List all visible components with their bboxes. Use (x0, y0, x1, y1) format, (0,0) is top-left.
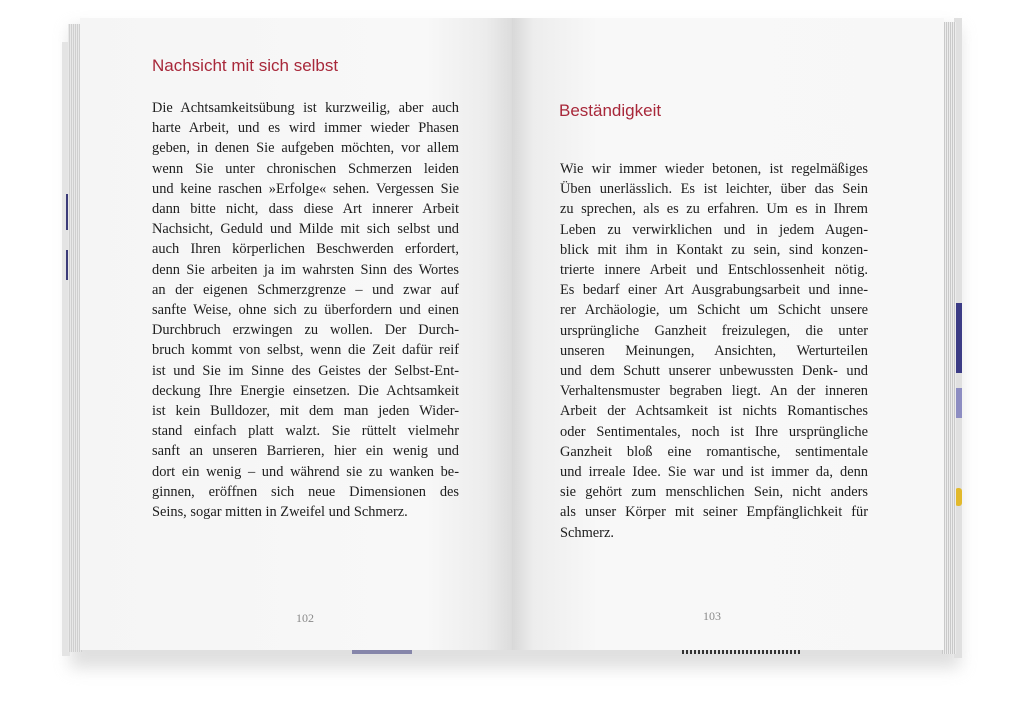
text-line: Verhaltensmuster begraben liegt. An der inneren (560, 383, 868, 400)
text-line: Nachsicht, Geduld und Milde mit sich selbst und (152, 221, 459, 238)
page-body-text (560, 159, 868, 543)
text-line: harte Arbeit, und es wird immer wieder Phasen (152, 120, 459, 137)
text-line: Ganzheit bloß eine romantische, sentimentale (560, 443, 868, 460)
cover-decoration (955, 488, 962, 506)
text-line: Seins, sogar mitten in Zweifel und Schmerz. (152, 504, 408, 521)
cover-decoration (955, 388, 962, 418)
text-line: bruch kommt von selbst, wenn die Zeit dafür reif (152, 342, 459, 359)
text-line: wenn Sie unter chronischen Schmerzen leiden (152, 160, 459, 177)
text-line: dort ein wenig – und während sie zu wanken be- (152, 463, 459, 480)
text-line: an der eigenen Schmerzgrenze – und zwar auf (152, 281, 459, 298)
text-line: und keine raschen »Erfolge« sehen. Vergessen Sie (152, 180, 459, 197)
page-number: 102 (296, 611, 314, 625)
text-line: Es bedarf einer Art Ausgrabungsarbeit und inne- (560, 282, 868, 299)
text-line: und irreale Idee. Sie war und ist immer da, denn (560, 464, 868, 481)
text-line: und dem Schutt unserer unbewussten Denk- und (560, 363, 868, 380)
cover-decoration (352, 650, 412, 654)
page-body-text (152, 98, 459, 522)
open-book (62, 18, 962, 658)
text-line: ursprüngliche Ganzheit freizulegen, die unter (560, 322, 868, 339)
text-line: Arbeit der Achtsamkeit ist nichts Romantisches (560, 403, 868, 420)
text-line: als unser Körper mit seiner Empfänglichkeit für (560, 504, 868, 521)
text-line: sie gehört zum menschlichen Sein, nicht anders (560, 484, 868, 501)
text-line: zu sprechen, als es zu erfahren. Um es in Ihrem (560, 201, 868, 218)
text-line: rer Archäologie, um Schicht um Schicht unsere (560, 302, 868, 319)
text-line: geben, in denen Sie aufgeben möchten, vor allem (152, 140, 459, 157)
text-line: stand einfach platt walzt. Sie rüttelt vielmehr (152, 423, 459, 440)
text-line: ist kein Bulldozer, mit dem man jeden Wider- (152, 403, 459, 420)
cover-decoration (682, 650, 802, 654)
text-line: dann bitte nicht, dass diese Art innerer Arbeit (152, 201, 459, 218)
text-line: Leben zu verwirklichen und in jedem Augen- (560, 221, 868, 238)
text-line: Durchbruch erzwingen zu wollen. Der Durch- (152, 322, 459, 339)
text-line: sanft an unseren Barrieren, hier ein wenig und (152, 443, 459, 460)
page-edges-right (942, 22, 956, 654)
text-line: ist und Sie im Sinne des Geistes der Selbst-Ent- (152, 362, 459, 379)
text-line: blick mit ihm in Kontakt zu sein, sind konzen- (560, 241, 868, 258)
text-line: trierte innere Arbeit und Entschlossenheit nötig. (560, 262, 868, 279)
right-page (512, 18, 944, 650)
page-heading: Beständigkeit (559, 101, 662, 120)
text-line: oder Sentimentales, noch ist Ihre ursprüngliche (560, 423, 868, 440)
text-line: Üben unerlässlich. Es ist leichter, über das Sein (560, 181, 868, 198)
text-line: unseren Meinungen, Ansichten, Werturteilen (560, 342, 868, 359)
text-line: Schmerz. (560, 524, 614, 541)
text-line: deckung Ihre Energie einsetzen. Die Achtsamkeit (152, 382, 459, 399)
left-page (80, 18, 512, 650)
page-number: 103 (703, 609, 721, 623)
text-line: Wie wir immer wieder betonen, ist regelmäßiges (560, 161, 868, 177)
text-line: denn Sie arbeiten ja im wahrsten Sinn des Wortes (152, 261, 459, 278)
page-heading: Nachsicht mit sich selbst (152, 56, 339, 75)
cover-decoration (955, 303, 962, 373)
text-line: Die Achtsamkeitsübung ist kurzweilig, aber auch (152, 100, 459, 116)
text-line: auch Ihren körperlichen Beschwerden erfordert, (152, 241, 459, 258)
text-line: sanfte Weise, ohne sich zu überfordern und einen (152, 302, 459, 319)
text-line: ginnen, eröffnen sich neue Dimensionen des (152, 483, 459, 500)
